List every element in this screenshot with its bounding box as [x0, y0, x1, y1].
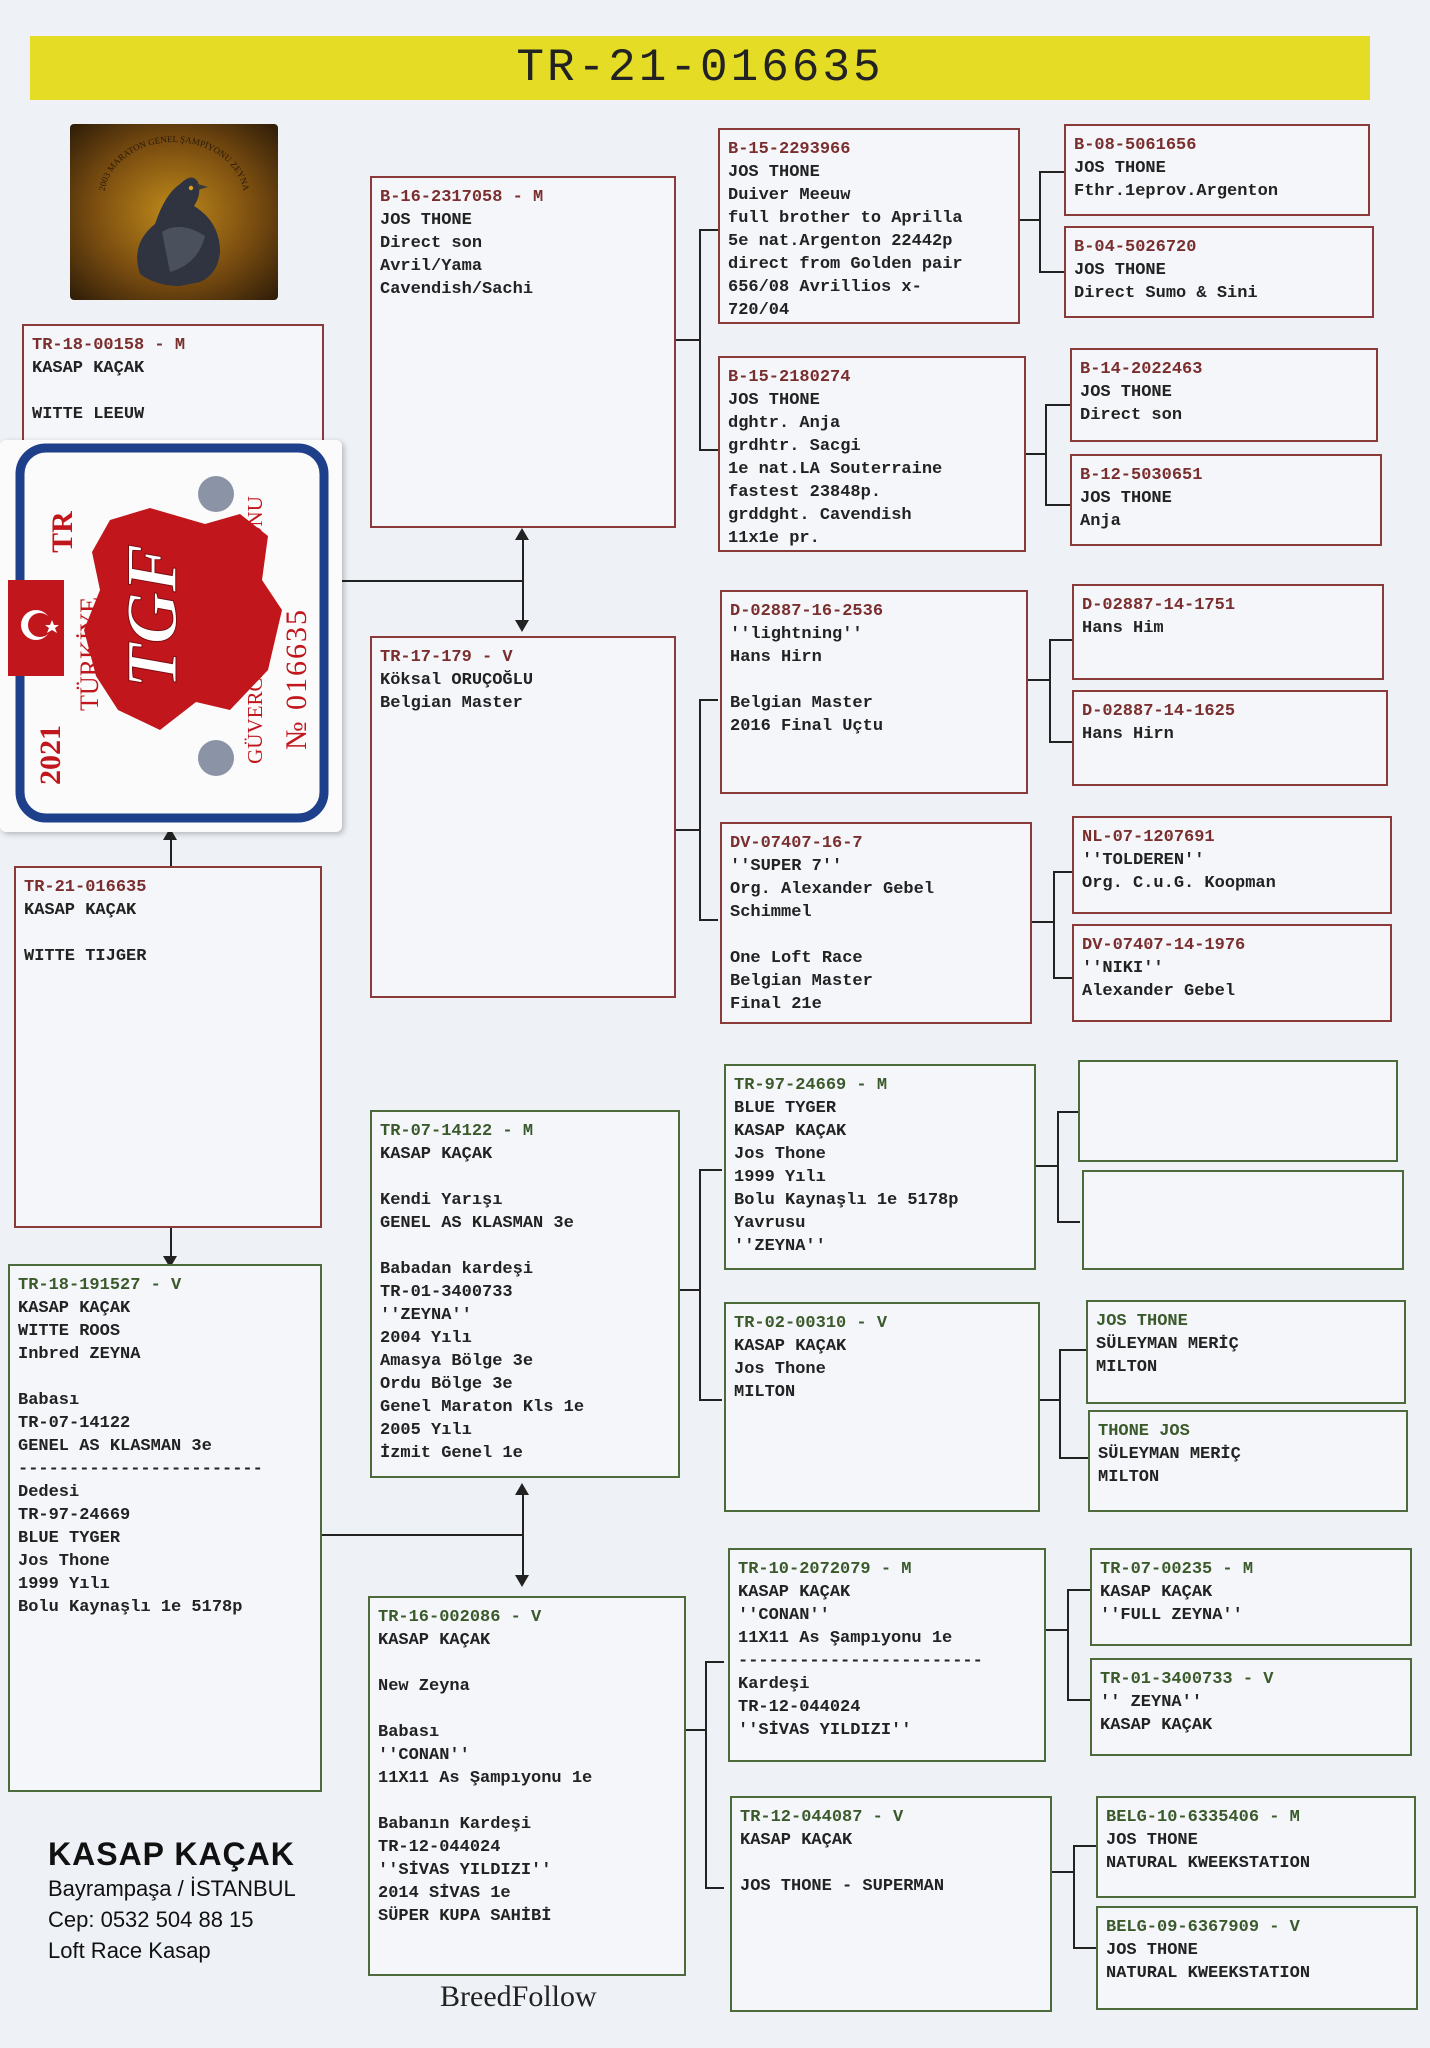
card-country: TÜRKİYE	[75, 596, 104, 712]
breeder-city: Bayrampaşa / İSTANBUL	[48, 1876, 296, 1901]
ggp-1: B-15-2293966 JOS THONE Duiver Meeuw full brother to Aprilla 5e nat.Argenton 22442p direct from Golden pair 656/08 Avrillios x- 720/04	[718, 128, 1020, 324]
gen4-14: TR-01-3400733 - V '' ZEYNA'' KASAP KAÇAK	[1090, 1658, 1412, 1756]
ggp-2: B-15-2180274 JOS THONE dghtr. Anja grdhtr. Sacgi 1e nat.LA Souterraine fastest 23848p. grddght. Cavendish 11x1e pr.	[718, 356, 1026, 552]
gp-sire-dam: TR-17-179 - V Köksal ORUÇOĞLU Belgian Master	[370, 636, 676, 998]
ggp-5: TR-97-24669 - M BLUE TYGER KASAP KAÇAK Jos Thone 1999 Yılı Bolu Kaynaşlı 1e 5178p Yavrusu ''ZEYNA''	[724, 1064, 1036, 1270]
footer-brand: BreedFollow	[440, 1980, 597, 2013]
gen4-2: B-04-5026720 JOS THONE Direct Sumo & Sini	[1064, 226, 1374, 318]
sire-details: KASAP KAÇAK WITTE LEEUW	[32, 359, 145, 424]
gp-sire-sire: B-16-2317058 - M JOS THONE Direct son Avril/Yama Cavendish/Sachi	[370, 176, 676, 528]
subject-details: KASAP KAÇAK WITTE TIJGER	[24, 901, 147, 966]
breeder-name: KASAP KAÇAK	[48, 1836, 295, 1872]
gen4-5: D-02887-14-1751 Hans Him	[1072, 584, 1384, 680]
gen4-8: DV-07407-14-1976 ''NIKI'' Alexander Gebel	[1072, 924, 1392, 1022]
ggp-6: TR-02-00310 - V KASAP KAÇAK Jos Thone MILTON	[724, 1302, 1040, 1512]
card-abbr: TGF	[112, 544, 192, 688]
gen4-9	[1078, 1060, 1398, 1162]
card-year: 2021	[34, 725, 67, 785]
breeder-phone: Cep: 0532 504 88 15	[48, 1907, 254, 1932]
subject-bird-box	[14, 866, 322, 1228]
dam-ring: TR-18-191527 - V	[18, 1276, 182, 1295]
gen4-4: B-12-5030651 JOS THONE Anja	[1070, 454, 1382, 546]
gen4-12: THONE JOS SÜLEYMAN MERİÇ MILTON	[1088, 1410, 1408, 1512]
ggp-8: TR-12-044087 - V KASAP KAÇAK JOS THONE - SUPERMAN	[730, 1796, 1052, 2012]
ggp-4: DV-07407-16-7 ''SUPER 7'' Org. Alexander Gebel Schimmel One Loft Race Belgian Master Final 21e	[720, 822, 1032, 1024]
tgf-card-graphic	[0, 440, 342, 832]
sire-ring: TR-18-00158 - M	[32, 336, 186, 355]
gen4-13: TR-07-00235 - M KASAP KAÇAK ''FULL ZEYNA''	[1090, 1548, 1412, 1646]
gen4-7: NL-07-1207691 ''TOLDEREN'' Org. C.u.G. Koopman	[1072, 816, 1392, 914]
tgf-ring-card	[0, 440, 342, 832]
card-federation: GÜVERCİN FEDERASYONU	[243, 496, 267, 764]
breeder-contact	[48, 1836, 296, 1966]
gen4-3: B-14-2022463 JOS THONE Direct son	[1070, 348, 1378, 442]
gen4-15: BELG-10-6335406 - M JOS THONE NATURAL KWEEKSTATION	[1096, 1796, 1416, 1898]
globe-icon-bottom	[198, 740, 234, 776]
gp-dam-dam: TR-16-002086 - V KASAP KAÇAK New Zeyna Babası ''CONAN'' 11X11 As Şampıyonu 1e Babanın Kardeşi TR-12-044024 ''SİVAS YILDIZI'' 2014 SİVAS 1e SÜPER KUPA SAHİBİ	[368, 1596, 686, 1976]
card-number: 016635	[280, 608, 313, 710]
card-number-sign: №	[280, 721, 313, 750]
gen4-10	[1082, 1170, 1404, 1270]
ggp-7: TR-10-2072079 - M KASAP KAÇAK ''CONAN'' 11X11 As Şampıyonu 1e ------------------------ Kardeşi TR-12-044024 ''SİVAS YILDIZI''	[728, 1548, 1046, 1762]
gen4-6: D-02887-14-1625 Hans Hirn	[1072, 690, 1388, 786]
subject-ring: TR-21-016635	[24, 878, 147, 897]
gen4-11: JOS THONE SÜLEYMAN MERİÇ MILTON	[1086, 1300, 1406, 1404]
ring-number-title: TR-21-016635	[516, 42, 884, 94]
ggp-3: D-02887-16-2536 ''lightning'' Hans Hirn Belgian Master 2016 Final Uçtu	[720, 590, 1028, 794]
breeder-loft: Loft Race Kasap	[48, 1938, 211, 1963]
logo-caption: 2003 MARATON GENEL ŞAMPİYONU ZEYNA	[96, 133, 252, 192]
card-country-code: TR	[46, 511, 79, 553]
gp-dam-sire: TR-07-14122 - M KASAP KAÇAK Kendi Yarışı GENEL AS KLASMAN 3e Babadan kardeşi TR-01-3400733 ''ZEYNA'' 2004 Yılı Amasya Bölge 3e Ordu Bölge 3e Genel Maraton Kls 1e 2005 Yılı İzmit Genel 1e	[370, 1110, 680, 1478]
gen4-16: BELG-09-6367909 - V JOS THONE NATURAL KWEEKSTATION	[1096, 1906, 1418, 2010]
dam-details: KASAP KAÇAK WITTE ROOS Inbred ZEYNA Babası TR-07-14122 GENEL AS KLASMAN 3e ------------------------ Dedesi TR-97-24669 BLUE TYGER Jos Thone 1999 Yılı Bolu Kaynaşlı 1e 5178p	[18, 1299, 263, 1617]
globe-icon	[198, 476, 234, 512]
dam-box	[8, 1264, 322, 1792]
gen4-1: B-08-5061656 JOS THONE Fthr.1eprov.Argenton	[1064, 124, 1370, 216]
